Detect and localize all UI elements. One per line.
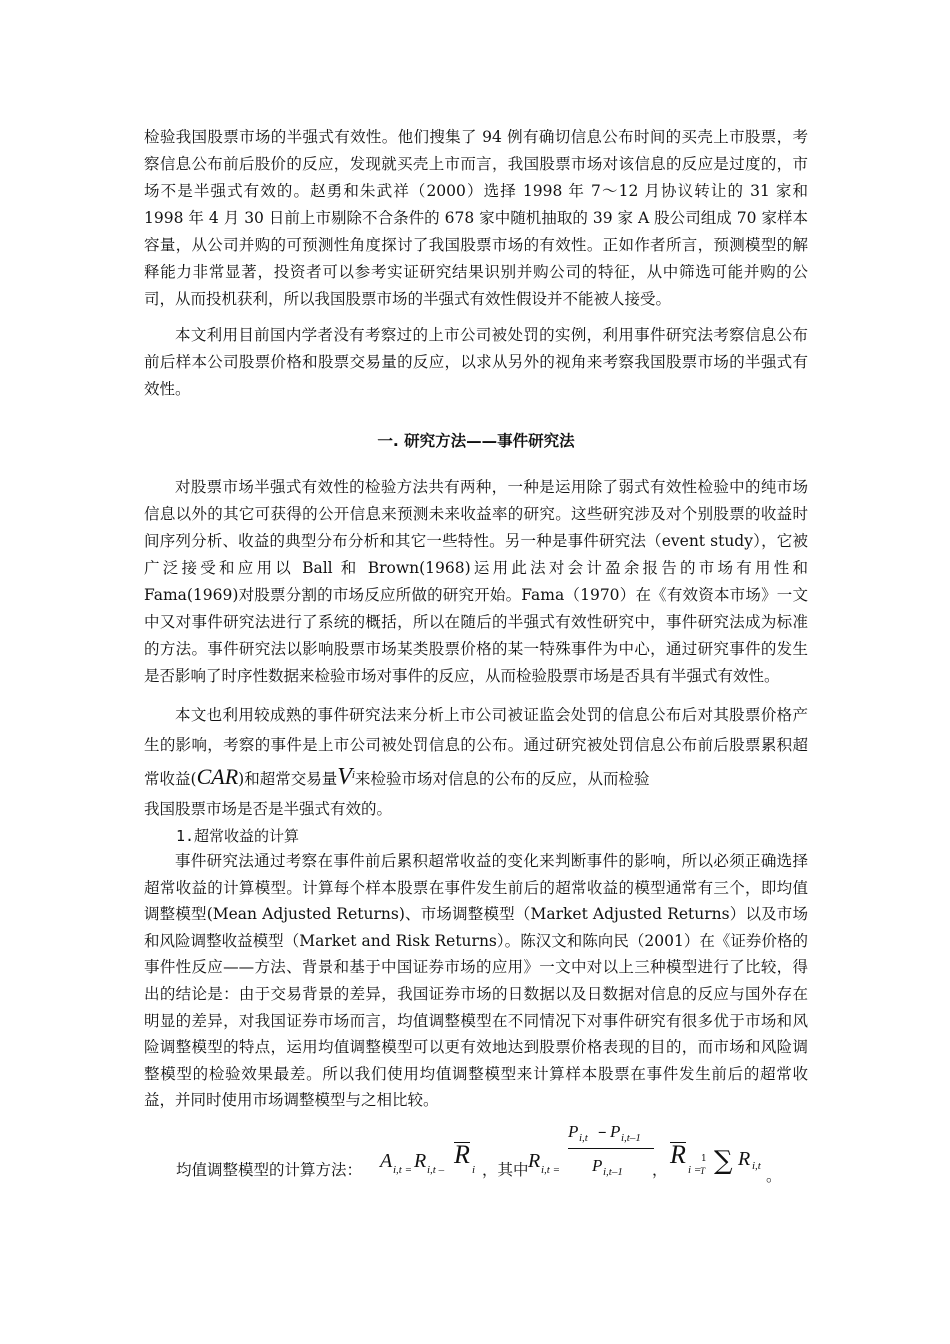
subsection-heading: 1.超常收益的计算	[176, 827, 300, 845]
volume-superscript: i	[351, 769, 355, 781]
formula-denominator-sub: i,t–1	[603, 1166, 623, 1178]
formula-R2-sub: i,t =	[541, 1164, 561, 1176]
formula-comma-1: ，其中	[482, 1161, 529, 1179]
formula-numerator-P2: P	[610, 1122, 621, 1141]
volume-symbol: V	[337, 764, 352, 791]
paragraph-2: 本文利用目前国内学者没有考察过的上市公司被处罚的实例，利用事件研究法考察信息公布前后样本公司股票价格和股票交易量的反应，以求从另外的视角来考察我国股票市场的半强式有效性。	[144, 326, 808, 398]
formula-sigma: ∑	[714, 1146, 733, 1176]
formula-numerator-P: P	[568, 1122, 579, 1141]
formula-numerator-minus: –	[598, 1122, 607, 1142]
section-heading: 一. 研究方法——事件研究法	[377, 432, 575, 450]
formula-numerator-sub-1: i,t	[579, 1132, 588, 1144]
formula-comma-2: ，	[652, 1161, 668, 1179]
formula-Rbar-2: R	[670, 1140, 686, 1169]
formula-R3: R	[738, 1148, 751, 1170]
formula-Rbar: R	[454, 1140, 470, 1169]
formula-end: 。	[766, 1167, 782, 1185]
formula-lead-text: 均值调整模型的计算方法：	[176, 1161, 363, 1179]
paragraph-4-continuation: 我国股票市场是否是半强式有效的。	[144, 800, 393, 818]
paragraph-5: 事件研究法通过考察在事件前后累积超常收益的变化来判断事件的影响，所以必须正确选择超常收益的计算模型。计算每个样本股票在事件发生前后的超常收益的模型通常有三个，即均值调整模型(Mean Adjusted Returns)、市场调整模型（Market Adjusted Returns）以及市场和风险调整收益模型（Market and Risk Returns）。陈汉文和陈向民（2001）在《证券价格的事件性反应——方法、背景和基于中国证券市场的应用》一文中对以上三种模型进行了比较，得出的结论是：由于交易背景的差异，我国证券市场的日数据以及日数据对信息的反应与国外存在明显的差异，对我国证券市场而言，均值调整模型在不同情况下对事件研究有很多优于市场和风险调整模型的特点，运用均值调整模型可以更有效地达到股票价格表现的目的，而市场和风险调整模型的检验效果最差。所以我们使用均值调整模型来计算样本股票在事件发生前后的超常收益，并同时使用市场调整模型与之相比较。	[144, 852, 808, 1110]
paragraph-4-text-c: 来检验市场对信息的公布的反应，从而检验	[354, 770, 650, 789]
formula-Rbar-sub: i	[472, 1164, 476, 1176]
formula-frac-one: 1	[701, 1154, 707, 1164]
paragraph-1: 检验我国股票市场的半强式有效性。他们搜集了 94 例有确切信息公布时间的买壳上市股票，考察信息公布前后股价的反应，发现就买壳上市而言，我国股票市场对该信息的反应是过度的，市场不是半强式有效的。赵勇和朱武祥（2000）选择 1998 年 7～12 月协议转让的 31 家和 1998 年 4 月 30 日前上市剔除不合条件的 678 家中随机抽取的 39 家 A 股公司组成 70 家样本容量，从公司并购的可预测性角度探讨了我国股票市场的有效性。正如作者所言，预测模型的解释能力非常显著，投资者可以参考实证研究结果识别并购公司的特征，从中筛选可能并购的公司，从而投机获利，所以我国股票市场的半强式有效性假设并不能被人接受。	[144, 128, 808, 308]
formula-R1-sub: i,t –	[427, 1164, 445, 1176]
paragraph-4: 本文也利用较成熟的事件研究法来分析上市公司被证监会处罚的信息公布后对其股票价格产生的影响，考察的事件是上市公司被处罚信息的公布。通过研究被处罚信息公布前后股票累积超常收益(CAR)和超常交易量$V^i$来检验市场对信息的公布的反应，从而检验	[144, 706, 808, 791]
formula-fraction-bar	[568, 1148, 654, 1149]
formula-Rbar-2-sub: i =	[688, 1164, 702, 1176]
mean-adjusted-formula	[176, 1120, 816, 1190]
formula-R2: R	[528, 1150, 541, 1172]
formula-A: A	[380, 1150, 393, 1172]
paragraph-3: 对股票市场半强式有效性的检验方法共有两种，一种是运用除了弱式有效性检验中的纯市场信息以外的其它可获得的公开信息来预测未来收益率的研究。这些研究涉及对个别股票的收益时间序列分析、收益的典型分布分析和其它一些特性。另一种是事件研究法（event study），它被广泛接受和应用以 Ball 和 Brown(1968)运用此法对会计盈余报告的市场有用性和 Fama(1969)对股票分割的市场反应所做的研究开始。Fama（1970）在《有效资本市场》一文中又对事件研究法进行了系统的概括，所以在随后的半强式有效性研究中，事件研究法成为标准的方法。事件研究法以影响股票市场某类股票价格的某一特殊事件为中心，通过研究事件的发生是否影响了时序性数据来检验市场对事件的反应，从而检验股票市场是否具有半强式有效性。	[144, 478, 808, 685]
paragraph-4-text-a: 本文也利用较成熟的事件研究法来分析上市公司被证监会处罚的信息公布后对其股票价格产生的影响，考察的事件是上市公司被处罚信息的公布。通过研究被处罚信息公布前后股票累积超常收益	[144, 706, 808, 789]
formula-numerator-sub-2: i,t–1	[621, 1132, 641, 1144]
formula-R1: R	[414, 1150, 427, 1172]
formula-frac-T: T	[700, 1166, 706, 1176]
formula-A-sub: i,t =	[393, 1164, 413, 1176]
paragraph-4-text-b: 和超常交易量	[244, 770, 338, 789]
formula-denominator-P: P	[592, 1156, 603, 1175]
car-symbol: CAR	[196, 764, 239, 790]
formula-R3-sub: i,t	[752, 1160, 761, 1172]
